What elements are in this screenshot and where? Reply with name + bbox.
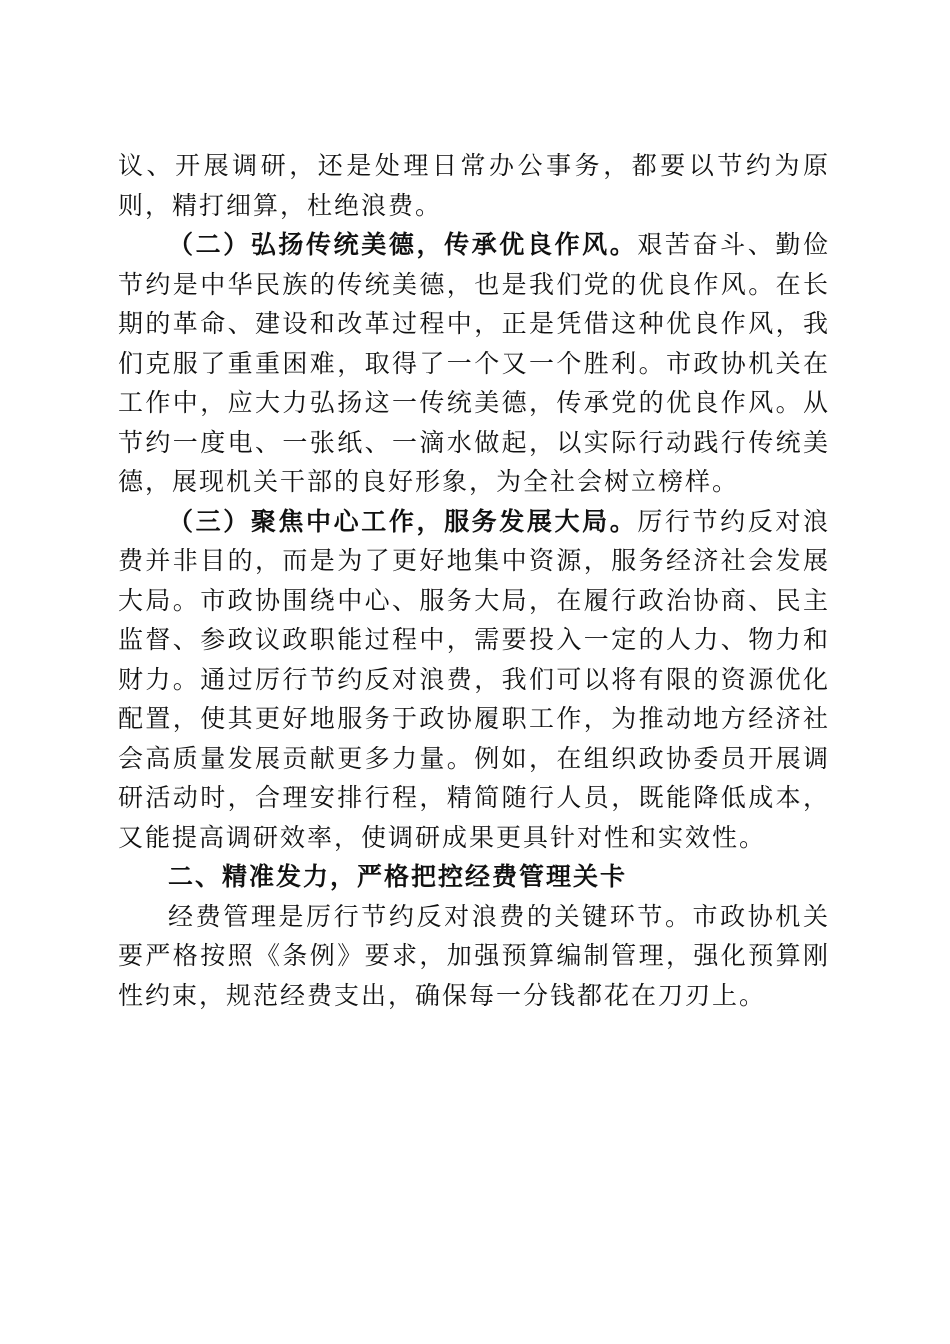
section-heading: 二、精准发力，严格把控经费管理关卡 [168, 862, 628, 891]
paragraph-text: 经费管理是厉行节约反对浪费的关键环节。市政协机关要严格按照《条例》要求，加强预算编制管理，强化预算刚性约束，规范经费支出，确保每一分钱都花在刀刃上。 [118, 901, 830, 1010]
paragraph-section-3 [118, 502, 830, 858]
paragraph-lead: （二）弘扬传统美德，传承优良作风。 [168, 230, 638, 259]
document-body [118, 146, 830, 1015]
paragraph-section-2 [118, 225, 830, 502]
paragraph-closing [118, 897, 830, 1016]
paragraph-text: 议、开展调研，还是处理日常办公事务，都要以节约为原则，精打细算，杜绝浪费。 [118, 151, 830, 220]
paragraph-text: 厉行节约反对浪费并非目的，而是为了更好地集中资源，服务经济社会发展大局。市政协围绕中心、服务大局，在履行政治协商、民主监督、参政议政职能过程中，需要投入一定的人力、物力和财力。通过厉行节约反对浪费，我们可以将有限的资源优化配置，使其更好地服务于政协履职工作，为推动地方经济社会高质量发展贡献更多力量。例如，在组织政协委员开展调研活动时，合理安排行程，精简随行人员，既能降低成本，又能提高调研效率，使调研成果更具针对性和实效性。 [118, 506, 830, 852]
paragraph-lead: （三）聚焦中心工作，服务发展大局。 [168, 506, 638, 536]
paragraph-text: 艰苦奋斗、勤俭节约是中华民族的传统美德，也是我们党的优良作风。在长期的革命、建设和改革过程中，正是凭借这种优良作风，我们克服了重重困难，取得了一个又一个胜利。市政协机关在工作中，应大力弘扬这一传统美德，传承党的优良作风。从节约一度电、一张纸、一滴水做起，以实际行动践行传统美德，展现机关干部的良好形象，为全社会树立榜样。 [118, 230, 830, 496]
paragraph-continued [118, 146, 830, 225]
